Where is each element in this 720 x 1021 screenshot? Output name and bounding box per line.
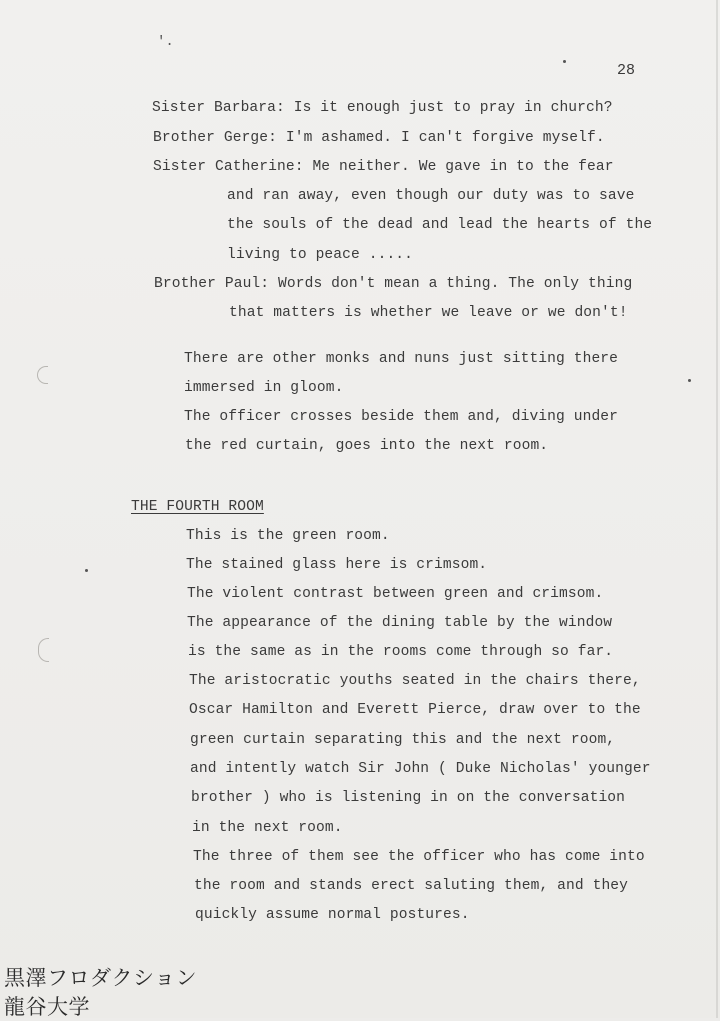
archive-watermark-line2: 龍谷大学 xyxy=(4,995,90,1019)
dialogue-line: living to peace ..... xyxy=(227,247,414,263)
dialogue-line: Brother Gerge: I'm ashamed. I can't forgive myself. xyxy=(153,130,605,146)
dialogue-line: that matters is whether we leave or we don't! xyxy=(229,305,628,321)
section-line: The violent contrast between green and crimsom. xyxy=(187,586,604,602)
speck xyxy=(85,569,88,572)
section-line: The three of them see the officer who has come into xyxy=(193,849,645,865)
section-line: The stained glass here is crimsom. xyxy=(186,557,488,573)
page-edge xyxy=(716,0,718,1018)
binding-hole-mark xyxy=(37,366,48,384)
direction-line: The officer crosses beside them and, diving under xyxy=(184,409,619,425)
direction-line: There are other monks and nuns just sitting there xyxy=(184,351,619,367)
dialogue-line: Sister Catherine: Me neither. We gave in to the fear xyxy=(153,159,614,175)
section-line: The appearance of the dining table by the window xyxy=(187,615,613,631)
section-line: is the same as in the rooms come through so far. xyxy=(188,644,614,660)
dialogue-line: Brother Paul: Words don't mean a thing. The only thing xyxy=(154,276,633,292)
section-heading: THE FOURTH ROOM xyxy=(131,499,264,515)
dialogue-line: Sister Barbara: Is it enough just to pray in church? xyxy=(152,100,613,116)
section-line: in the next room. xyxy=(192,820,343,836)
section-line: Oscar Hamilton and Everett Pierce, draw over to the xyxy=(189,702,641,718)
binding-hole-mark xyxy=(38,638,49,662)
section-line: The aristocratic youths seated in the chairs there, xyxy=(189,673,641,689)
section-line: the room and stands erect saluting them, and they xyxy=(194,878,629,894)
speck xyxy=(688,379,691,382)
section-line: green curtain separating this and the next room, xyxy=(190,732,616,748)
section-line: This is the green room. xyxy=(186,528,390,544)
archive-watermark-line1: 黒澤フロダクション xyxy=(4,966,198,990)
page-number: 28 xyxy=(617,62,636,79)
section-line: quickly assume normal postures. xyxy=(195,907,470,923)
direction-line: the red curtain, goes into the next room. xyxy=(185,438,549,454)
speck xyxy=(563,60,566,63)
direction-line: immersed in gloom. xyxy=(184,380,344,396)
dialogue-line: the souls of the dead and lead the hearts of the xyxy=(227,217,653,233)
dialogue-line: and ran away, even though our duty was to save xyxy=(227,188,635,204)
section-line: brother ) who is listening in on the conversation xyxy=(191,790,626,806)
section-line: and intently watch Sir John ( Duke Nicholas' younger xyxy=(190,761,651,777)
stray-mark: '. xyxy=(157,34,174,50)
